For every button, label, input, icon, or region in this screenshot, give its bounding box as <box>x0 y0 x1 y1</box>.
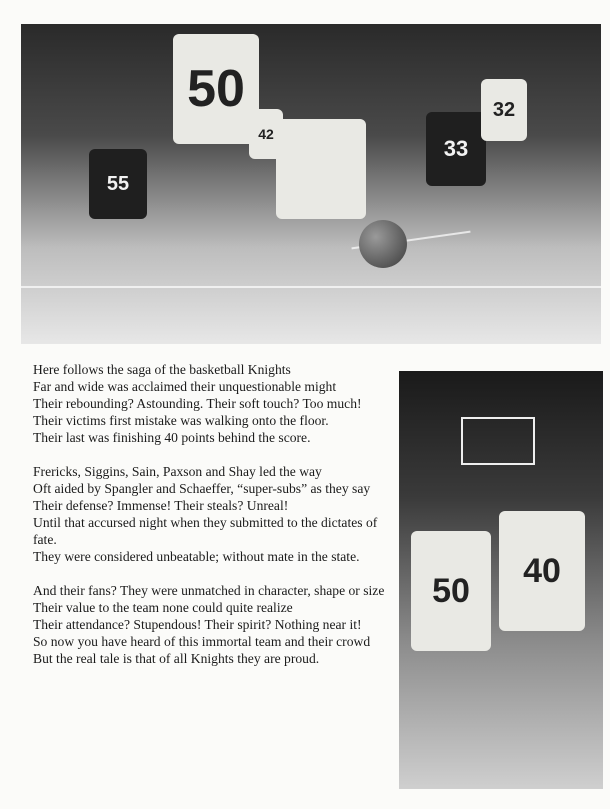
poem-line: Oft aided by Spangler and Schaeffer, “super-subs” as they say <box>33 481 371 496</box>
player-jersey-number: 32 <box>481 79 527 141</box>
player-jersey-number: 40 <box>499 511 585 631</box>
player-jersey <box>276 119 366 219</box>
player-jersey-number: 50 <box>411 531 491 651</box>
poem-line: Their last was finishing 40 points behind the score. <box>33 430 311 445</box>
backboard <box>461 417 535 465</box>
poem <box>33 361 393 667</box>
poem-line: Their victims first mistake was walking onto the floor. <box>33 413 329 428</box>
poem-line: Far and wide was acclaimed their unquestionable might <box>33 379 337 394</box>
player-jersey-number: 33 <box>426 112 486 186</box>
poem-line: They were considered unbeatable; without mate in the state. <box>33 549 360 564</box>
poem-line: Here follows the saga of the basketball Knights <box>33 362 291 377</box>
basketball <box>359 220 407 268</box>
players-leaving-court-photo <box>399 371 603 789</box>
poem-line: Until that accursed night when they submitted to the dictates of fate. <box>33 515 378 547</box>
poem-line: But the real tale is that of all Knights they are proud. <box>33 651 320 666</box>
poem-line: So now you have heard of this immortal team and their crowd <box>33 634 371 649</box>
poem-stanza <box>33 582 393 667</box>
poem-line: And their fans? They were unmatched in character, shape or size <box>33 583 385 598</box>
poem-line: Their value to the team none could quite realize <box>33 600 293 615</box>
player-jersey-number: 50 <box>173 34 259 144</box>
poem-line: Their defense? Immense! Their steals? Unreal! <box>33 498 289 513</box>
game-action-photo <box>21 24 601 344</box>
player-jersey-number: 42 <box>249 109 283 159</box>
poem-stanza <box>33 361 393 446</box>
poem-line: Frericks, Siggins, Sain, Paxson and Shay led the way <box>33 464 322 479</box>
player-jersey-number: 55 <box>89 149 147 219</box>
poem-line: Their attendance? Stupendous! Their spirit? Nothing near it! <box>33 617 362 632</box>
court-line <box>21 286 601 288</box>
poem-stanza <box>33 463 393 565</box>
poem-line: Their rebounding? Astounding. Their soft touch? Too much! <box>33 396 362 411</box>
